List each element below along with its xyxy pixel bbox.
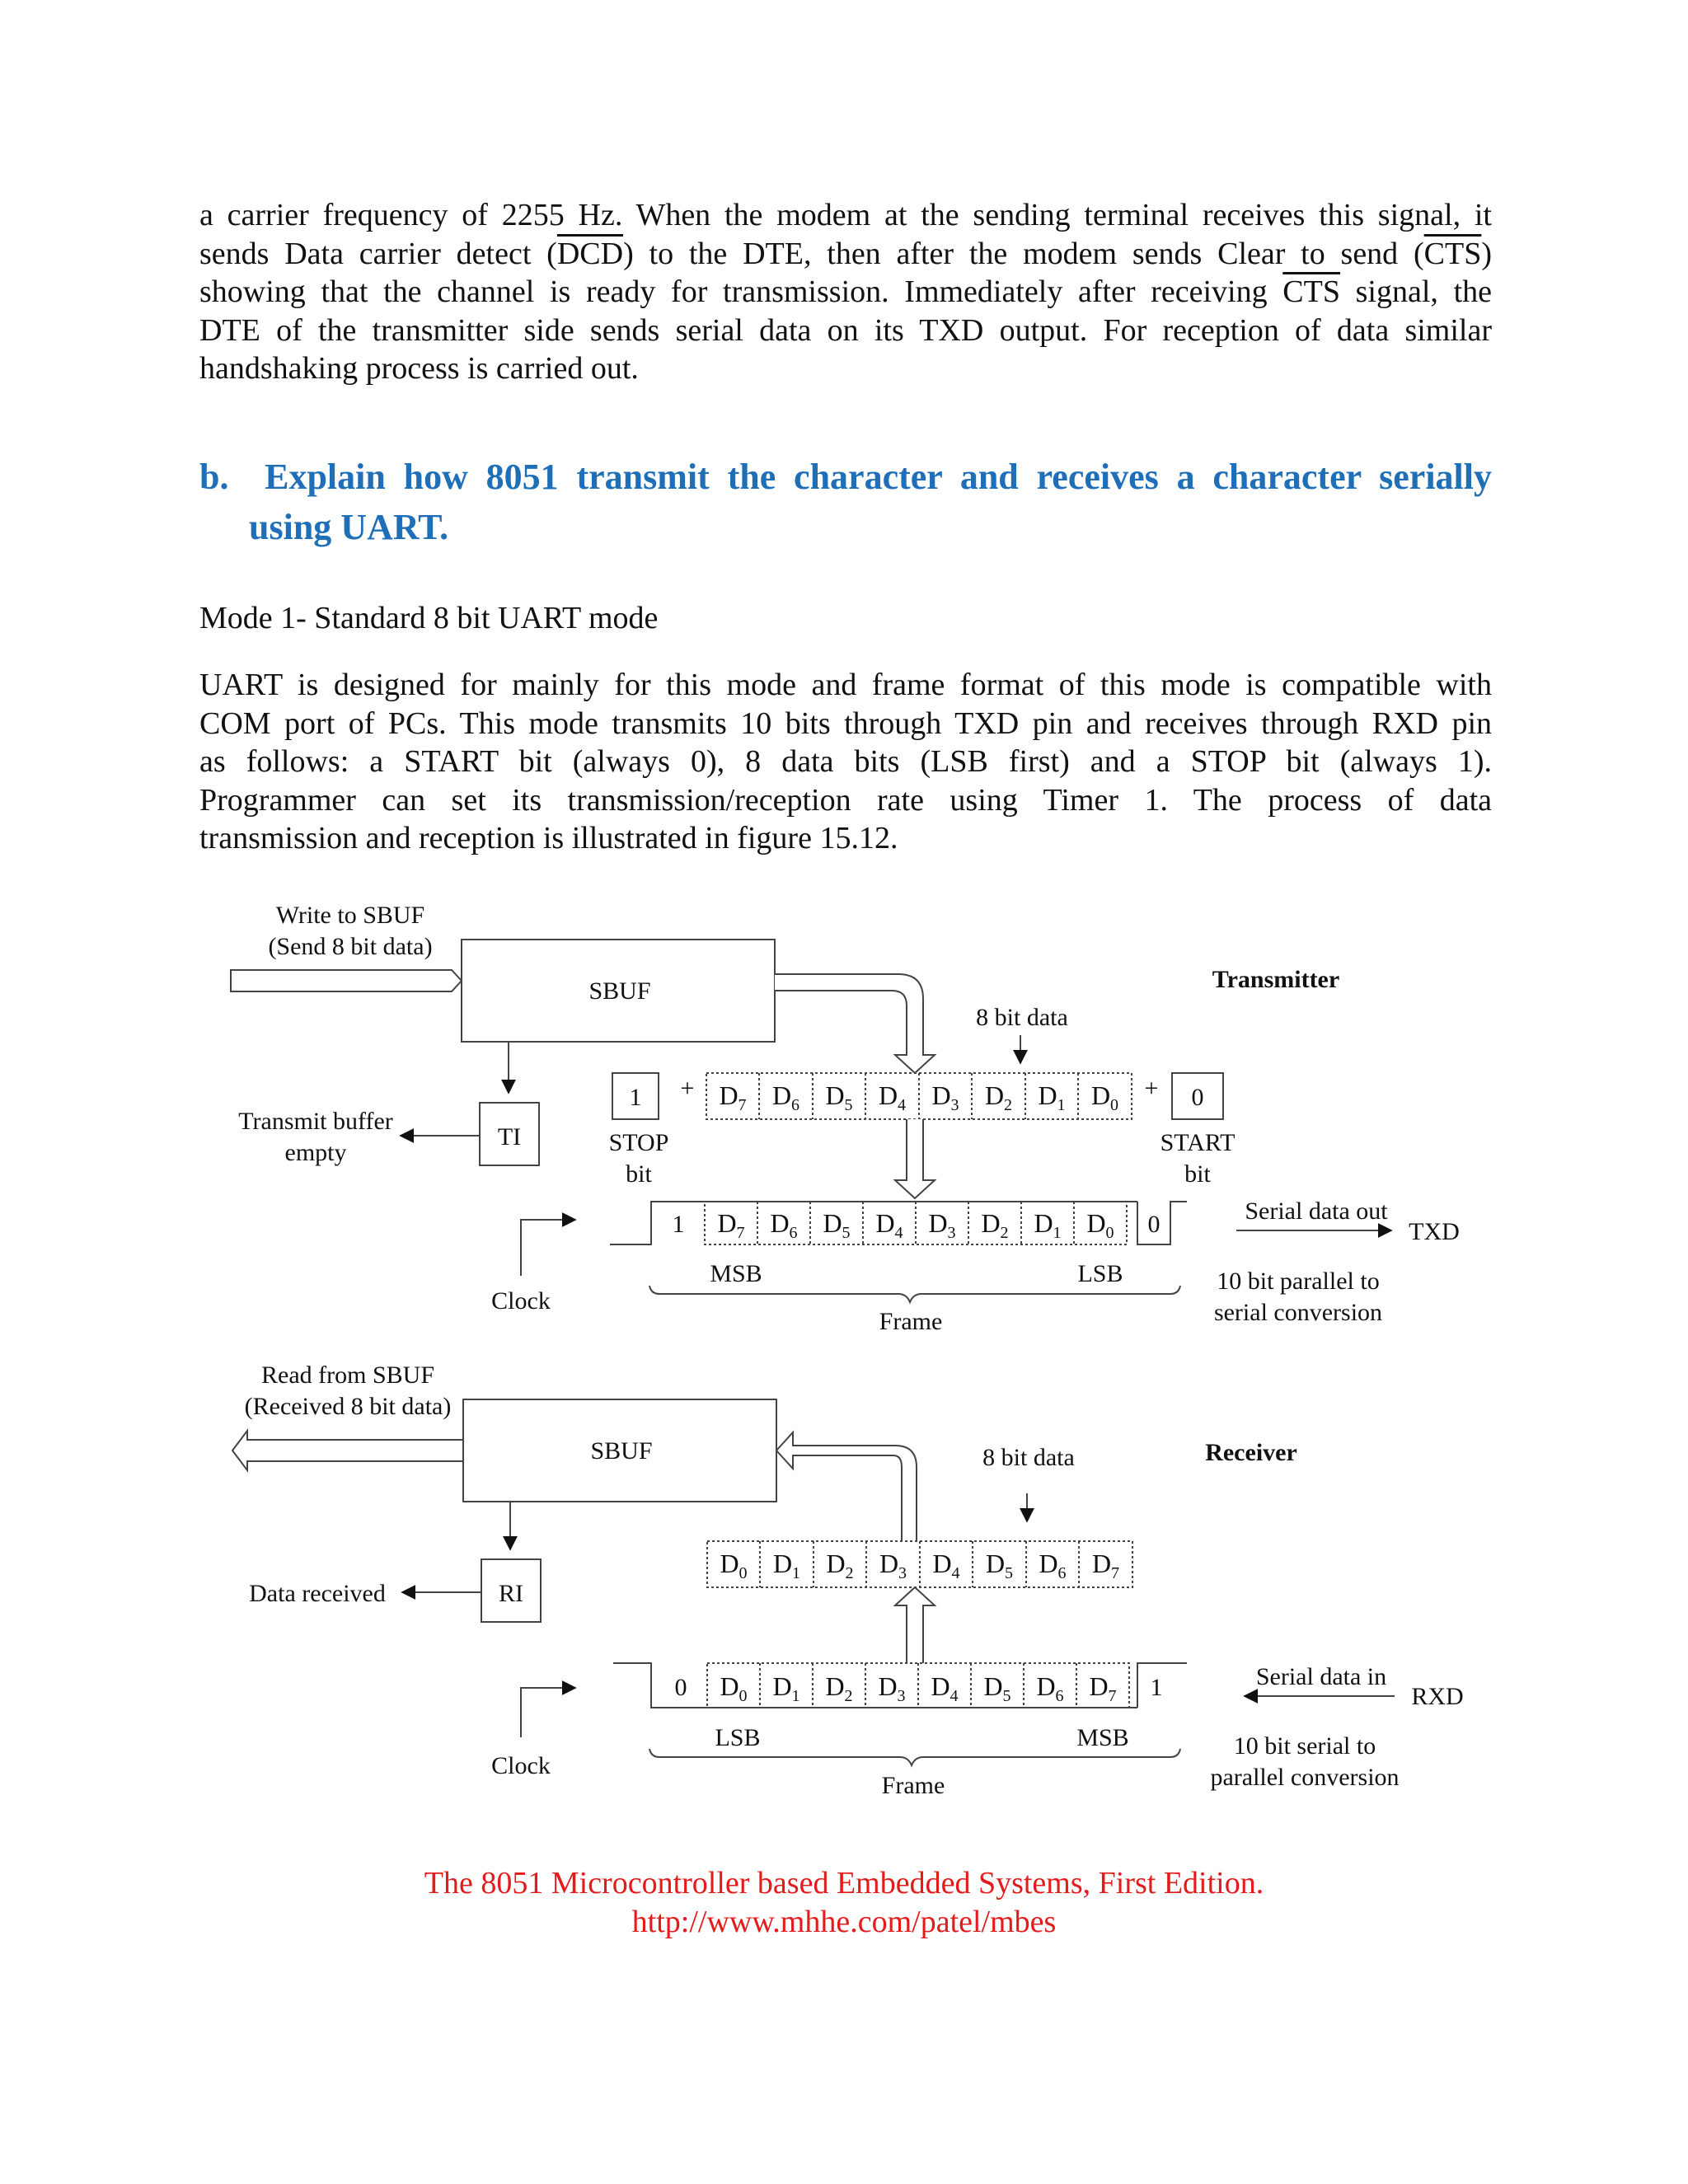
bit-label: $D_3$ [928, 1208, 956, 1242]
bit-label: $D_5$ [985, 1549, 1014, 1582]
bit-label: $D_1$ [772, 1549, 801, 1582]
question-line-1: b. Explain how 8051 transmit the character and receives a character serially [199, 457, 1493, 497]
bit-label: $D_6$ [1036, 1671, 1064, 1705]
question-heading [199, 452, 1492, 552]
tx-plus-left: + [680, 1075, 695, 1102]
rx-frame-label: Frame [881, 1772, 945, 1799]
bit-label: $D_4$ [931, 1671, 959, 1705]
bit-label: $D_3$ [878, 1671, 906, 1705]
tx-serial-out-label: Serial data out [1245, 1197, 1388, 1225]
bit-label: $D_2$ [826, 1549, 854, 1582]
intro-line-2: sends Data carrier detect $(\overline{DCD})$ to the DTE, then after the modem sends Clear to send $(\overline{CTS})$ [199, 236, 1492, 271]
bit-label: $D_3$ [879, 1549, 907, 1582]
tx-lsb-label: LSB [1077, 1260, 1123, 1287]
intro-line-4: DTE of the transmitter side sends serial data on its TXD output. For reception of data similar [199, 312, 1492, 348]
bit-label: $D_0$ [720, 1671, 748, 1705]
tx-start-label-1: START [1160, 1129, 1236, 1156]
rx-frame-end: 1 [1150, 1674, 1163, 1701]
rx-clock-line [521, 1688, 575, 1737]
tx-plus-right: + [1144, 1075, 1159, 1102]
rx-received-label: Data received [249, 1580, 386, 1607]
tx-start-label-2: bit [1184, 1160, 1211, 1188]
intro-line-5: handshaking process is carried out. [199, 351, 639, 386]
bit-label: $D_6$ [770, 1208, 798, 1242]
rx-serial-in-label: Serial data in [1255, 1663, 1387, 1690]
bit-label: $D_7$ [1091, 1549, 1120, 1582]
tx-conv-label-2: serial conversion [1213, 1299, 1383, 1326]
rx-conv-label-2: parallel conversion [1210, 1764, 1400, 1791]
tx-sbuf-to-register-arrow [775, 974, 935, 1073]
tx-frame-brace [649, 1286, 1180, 1302]
rx-read-label-1: Read from SBUF [261, 1361, 434, 1389]
tx-data-label: 8 bit data [976, 1004, 1068, 1031]
bit-label: $D_6$ [771, 1080, 800, 1114]
rx-register-to-sbuf-arrow [776, 1432, 917, 1541]
question-line-2: using UART. [249, 507, 449, 547]
footer [0, 1864, 1688, 1942]
bit-label: $D_1$ [1038, 1080, 1066, 1114]
rx-pin-label: RXD [1411, 1683, 1464, 1710]
tx-frame-start: 1 [672, 1211, 685, 1238]
tx-input-arrow [231, 970, 462, 991]
bit-label: $D_7$ [717, 1208, 745, 1242]
rx-ri-label: RI [499, 1580, 523, 1607]
bit-label: $D_2$ [984, 1080, 1013, 1114]
mode-title: Mode 1- Standard 8 bit UART mode [199, 601, 659, 635]
footer-url[interactable]: http://www.mhhe.com/patel/mbes [631, 1905, 1057, 1939]
intro-line-1: a carrier frequency of 2255 Hz. When the modem at the sending terminal receives this signal, it [199, 198, 1492, 232]
tx-clock-line [521, 1220, 575, 1276]
bit-label: $D_6$ [1039, 1549, 1067, 1582]
bit-label: $D_5$ [983, 1671, 1011, 1705]
bit-label: $D_1$ [1034, 1208, 1062, 1242]
bit-label: $D_0$ [1090, 1080, 1119, 1114]
bit-label: $D_0$ [720, 1549, 748, 1582]
rx-msb-label: MSB [1076, 1724, 1129, 1751]
tx-conv-label-1: 10 bit parallel to [1217, 1268, 1380, 1295]
tx-write-label-2: (Send 8 bit data) [268, 933, 433, 960]
body-line-1: UART is designed for mainly for this mode and frame format of this mode is compatible with [199, 668, 1492, 702]
body-paragraph [199, 666, 1492, 858]
bit-label: $D_4$ [878, 1080, 907, 1114]
body-line-2: COM port of PCs. This mode transmits 10 bits through TXD pin and receives through RXD pin [199, 705, 1492, 741]
rx-lsb-label: LSB [715, 1724, 761, 1751]
tx-frame-label: Frame [879, 1308, 943, 1335]
tx-stop-label-2: bit [626, 1160, 652, 1188]
rx-conv-label-1: 10 bit serial to [1233, 1732, 1376, 1760]
uart-diagram [0, 898, 1688, 1805]
rx-output-arrow [232, 1431, 463, 1470]
tx-title: Transmitter [1212, 966, 1340, 993]
body-line-5: transmission and reception is illustrated in figure 15.12. [199, 821, 898, 855]
intro-line-3: showing that the channel is ready for transmission. Immediately after receiving $\overline{CTS}$ signal, the [199, 274, 1492, 309]
tx-sbuf-label: SBUF [588, 977, 651, 1005]
tx-register-to-frame-arrow [895, 1119, 935, 1198]
rx-title: Receiver [1205, 1439, 1297, 1466]
tx-pin-label: TXD [1409, 1218, 1460, 1245]
rx-frame-to-register-arrow [895, 1587, 935, 1663]
bit-label: $D_7$ [719, 1080, 747, 1114]
rx-clock-label: Clock [491, 1752, 551, 1779]
tx-start-value: 0 [1191, 1084, 1204, 1111]
tx-frame-end: 0 [1147, 1211, 1160, 1238]
rx-sbuf-label: SBUF [590, 1437, 653, 1465]
rx-frame-brace [649, 1749, 1180, 1765]
body-line-3: as follows: a START bit (always 0), 8 data bits (LSB first) and a STOP bit (always 1). [199, 744, 1492, 779]
bit-label: $D_0$ [1086, 1208, 1114, 1242]
bit-label: $D_2$ [825, 1671, 853, 1705]
rx-frame-start: 0 [674, 1674, 687, 1701]
tx-msb-label: MSB [710, 1260, 762, 1287]
bit-label: $D_5$ [825, 1080, 853, 1114]
bit-label: $D_7$ [1089, 1671, 1117, 1705]
bit-label: $D_5$ [823, 1208, 851, 1242]
intro-paragraph [199, 196, 1492, 388]
footer-title: The 8051 Microcontroller based Embedded Systems, First Edition. [424, 1866, 1264, 1900]
bit-label: $D_3$ [931, 1080, 959, 1114]
tx-buffer-label-1: Transmit buffer [238, 1108, 393, 1135]
bit-label: $D_2$ [981, 1208, 1009, 1242]
rx-data-label: 8 bit data [982, 1444, 1075, 1471]
bit-label: $D_4$ [875, 1208, 903, 1242]
rx-read-label-2: (Received 8 bit data) [244, 1393, 452, 1420]
tx-write-label-1: Write to SBUF [275, 902, 425, 929]
tx-stop-value: 1 [629, 1084, 642, 1111]
tx-stop-label-1: STOP [608, 1129, 669, 1156]
body-line-4: Programmer can set its transmission/reception rate using Timer 1. The process of data [199, 782, 1492, 818]
tx-clock-label: Clock [491, 1287, 551, 1315]
bit-label: $D_1$ [772, 1671, 800, 1705]
bit-label: $D_4$ [932, 1549, 960, 1582]
tx-ti-label: TI [497, 1123, 522, 1151]
tx-buffer-label-2: empty [284, 1139, 347, 1166]
